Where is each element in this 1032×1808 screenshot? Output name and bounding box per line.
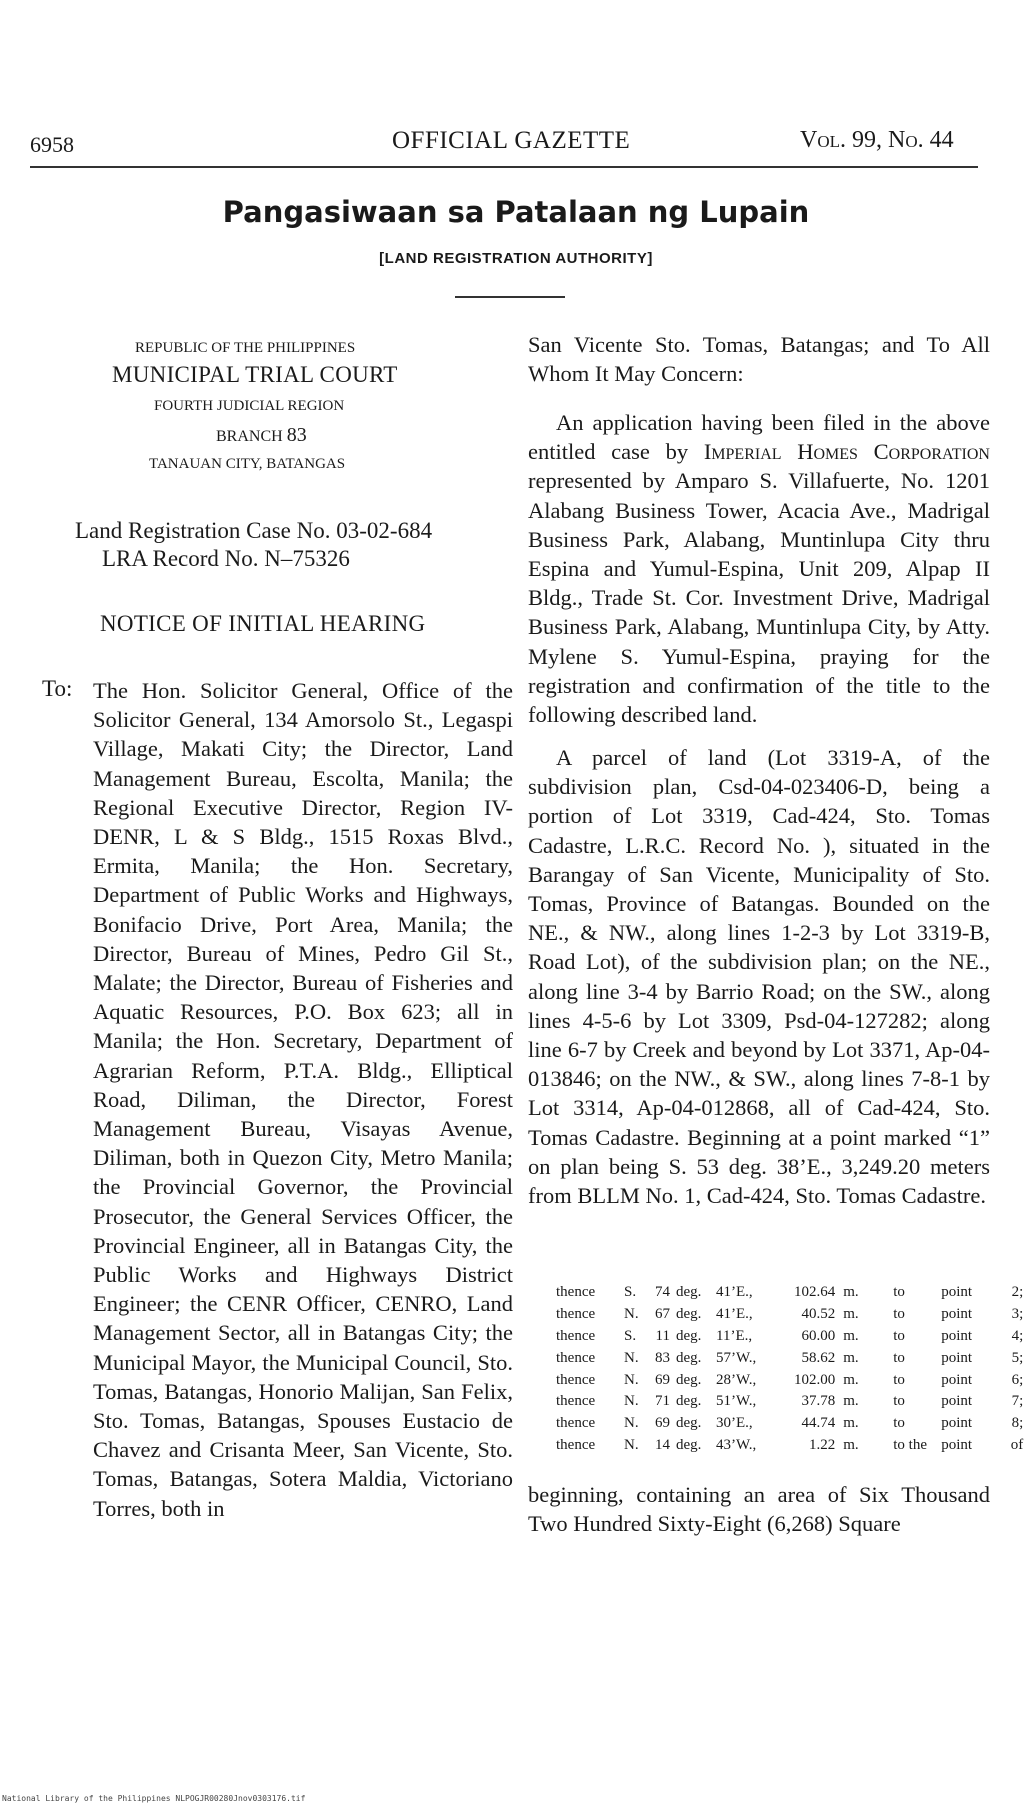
volume-text: Vol. 99, No. 44	[800, 127, 954, 153]
bearing-degword: deg.	[676, 1284, 702, 1301]
application-paragraph	[528, 408, 990, 729]
bearing-word: thence	[556, 1393, 596, 1410]
bearing-to: to	[893, 1327, 905, 1344]
page-number: 6958	[30, 132, 74, 157]
bearing-num: 3;	[1011, 1306, 1024, 1323]
bearing-dist: 102.64	[794, 1284, 836, 1301]
notice-title: NOTICE OF INITIAL HEARING	[100, 611, 426, 636]
bearing-point: point	[941, 1284, 973, 1301]
bearing-degword: deg.	[676, 1415, 702, 1432]
bearing-num: 5;	[1011, 1349, 1024, 1366]
branch-number: 83	[286, 424, 307, 446]
bearing-to: to	[893, 1306, 905, 1323]
bearing-deg: 14	[655, 1436, 670, 1453]
bearing-deg: 83	[655, 1349, 670, 1366]
court-name: MUNICIPAL TRIAL COURT	[112, 362, 398, 387]
bearing-num: 2;	[1011, 1284, 1024, 1301]
bearing-word: thence	[556, 1415, 596, 1432]
bearing-word: thence	[556, 1327, 596, 1344]
bearing-row	[556, 1391, 1023, 1413]
closing-text: beginning, containing an area of Six Thousand Two Hundred Sixty-Eight (6,268) Square	[528, 1482, 990, 1537]
header-rule	[30, 166, 978, 168]
land-description: A parcel of land (Lot 3319-A, of the subdivision plan, Csd-04-023406-D, being a portion of Lot 3319, Cad-424, Sto. Tomas Cadastre, L.R.C. Record No. ), situated in the Barangay of San Vicente, Municipality of Sto. Tomas, Province of Batangas. Bounded on the NE., & NW., along lines 1-2-3 by Lot 3319-B, Road Lot), of the subdivision plan; on the NE., along line 3-4 by Barrio Road; on the SW., along lines 4-5-6 by Lot 3309, Psd-04-127282; along line 6-7 by Creek and beyond by Lot 3371, Ap-04-013846; on the NW., & SW., along lines 7-8-1 by Lot 3314, Ap-04-012868, all of Cad-424, Sto. Tomas Cadastre. Beginning at a point marked “1” on plan being S. 53 deg. 38’E., 3,249.20 meters from BLLM No. 1, Cad-424, Sto. Tomas Cadastre.	[528, 745, 990, 1209]
bearing-row	[556, 1369, 1023, 1391]
bearing-dist: 102.00	[794, 1371, 836, 1388]
bearing-num: 7;	[1011, 1393, 1024, 1410]
bearing-dir: N.	[624, 1349, 639, 1366]
court-city: TANAUAN CITY, BATANGAS	[149, 456, 346, 472]
bearing-deg: 11	[655, 1327, 670, 1344]
bearing-min: 41’E.,	[716, 1284, 753, 1301]
bearing-unit: m.	[843, 1393, 859, 1410]
court-branch	[216, 424, 307, 447]
bearing-min: 43’W.,	[716, 1436, 757, 1453]
bearing-min: 51’W.,	[716, 1393, 757, 1410]
bearing-to: to the	[893, 1436, 927, 1453]
bearing-point: point	[941, 1327, 973, 1344]
bearing-dist: 37.78	[801, 1393, 836, 1410]
bearing-point: point	[941, 1306, 973, 1323]
bearing-unit: m.	[843, 1284, 859, 1301]
bearing-point: point	[941, 1371, 973, 1388]
bearing-min: 28’W.,	[716, 1371, 757, 1388]
bearing-degword: deg.	[676, 1327, 702, 1344]
bearing-deg: 74	[655, 1284, 670, 1301]
applicant-name: Imperial Homes Corporation	[703, 439, 990, 465]
court-region: FOURTH JUDICIAL REGION	[154, 398, 345, 414]
bearing-min: 57’W.,	[716, 1349, 757, 1366]
section-subtitle: [LAND REGISTRATION AUTHORITY]	[379, 250, 653, 267]
addressee-continuation: San Vicente Sto. Tomas, Batangas; and To All Whom It May Concern:	[528, 332, 990, 387]
bearing-unit: m.	[843, 1306, 859, 1323]
bearing-degword: deg.	[676, 1371, 702, 1388]
bearing-point: point	[941, 1393, 973, 1410]
bearing-unit: m.	[843, 1371, 859, 1388]
bearing-dir: S.	[624, 1284, 637, 1301]
bearing-dist: 58.62	[801, 1349, 836, 1366]
branch-label: BRANCH	[216, 428, 283, 445]
bearing-to: to	[893, 1415, 905, 1432]
application-before: An application having been filed in the above entitled case by	[528, 410, 990, 465]
bearing-to: to	[893, 1371, 905, 1388]
bearing-min: 11’E.,	[716, 1327, 753, 1344]
bearing-point: point	[941, 1436, 973, 1453]
bearing-num: 4;	[1011, 1327, 1024, 1344]
bearing-point: point	[941, 1415, 973, 1432]
bearing-row	[556, 1413, 1023, 1435]
bearing-deg: 71	[655, 1393, 670, 1410]
bearing-word: thence	[556, 1371, 596, 1388]
bearing-dir: N.	[624, 1393, 639, 1410]
bearing-degword: deg.	[676, 1306, 702, 1323]
addressee-list: The Hon. Solicitor General, Office of the Solicitor General, 134 Amorsolo St., Legaspi Village, Makati City; the Director, Land Management Bureau, Escolta, Manila; the Regional Executive Director, Region IV-DENR, L & S Bldg., 1515 Roxas Blvd., Ermita, Manila; the Hon. Secretary, Department of Public Works and Highways, Bonifacio Drive, Port Area, Manila; the Director, Bureau of Mines, Pedro Gil St., Malate; the Director, Bureau of Fisheries and Aquatic Resources, P.O. Box 623; all in Manila; the Hon. Secretary, Department of Agrarian Reform, P.T.A. Bldg., Elliptical Road, Diliman, the Director, Forest Management Bureau, Visayas Avenue, Diliman, both in Quezon City, Metro Manila; the Provincial Governor, the Provincial Prosecutor, the General Services Officer, the Provincial Engineer, all in Batangas City, the Public Works and Highways District Engineer; the CENR Officer, CENRO, Land Management Sector, all in Batangas City; the Municipal Mayor, the Municipal Council, Sto. Tomas, Batangas, Honorio Malijan, San Felix, Sto. Tomas, Batangas, Spouses Eustacio de Chavez and Crisanta Meer, San Vicente, Sto. Tomas, Batangas, Sotera Maldia, Victoriano Torres, both in	[93, 678, 513, 1521]
bearing-degword: deg.	[676, 1436, 702, 1453]
bearing-deg: 67	[655, 1306, 670, 1323]
volume-issue	[800, 127, 954, 154]
scan-footer: National Library of the Philippines NLPOGJR00280Jnov0303176.tif	[2, 1794, 306, 1803]
bearing-num: 6;	[1011, 1371, 1024, 1388]
court-republic: REPUBLIC OF THE PHILIPPINES	[135, 340, 356, 356]
bearing-unit: m.	[843, 1327, 859, 1344]
bearing-word: thence	[556, 1349, 596, 1366]
bearing-dist: 44.74	[801, 1415, 836, 1432]
section-rule	[455, 296, 565, 298]
bearing-dir: N.	[624, 1415, 639, 1432]
bearing-dist: 40.52	[801, 1306, 836, 1323]
bearing-word: thence	[556, 1306, 596, 1323]
bearing-row	[556, 1282, 1023, 1304]
bearing-degword: deg.	[676, 1349, 702, 1366]
bearing-unit: m.	[843, 1415, 859, 1432]
to-label: To:	[42, 676, 73, 701]
bearing-to: to	[893, 1349, 905, 1366]
bearing-unit: m.	[843, 1349, 859, 1366]
bearing-dir: N.	[624, 1306, 639, 1323]
bearing-row	[556, 1326, 1023, 1348]
application-after: represented by Amparo S. Villafuerte, No. 1201 Alabang Business Tower, Acacia Ave., Madrigal Business Park, Alabang, Muntinlupa City thru Espina and Yumul-Espina, Unit 209, Alpap II Bldg., Trade St. Cor. Investment Drive, Madrigal Business Park, Alabang, Muntinlupa City, by Atty. Mylene S. Yumul-Espina, praying for the registration and confirmation of the title to the following described land.	[528, 468, 990, 728]
bearing-unit: m.	[843, 1436, 859, 1453]
publication-title: OFFICIAL GAZETTE	[392, 127, 631, 154]
bearing-row	[556, 1304, 1023, 1326]
bearing-dist: 60.00	[801, 1327, 836, 1344]
bearing-num: of	[1010, 1436, 1024, 1453]
bearing-min: 41’E.,	[716, 1306, 753, 1323]
bearing-point: point	[941, 1349, 973, 1366]
bearing-min: 30’E.,	[716, 1415, 753, 1432]
case-number: Land Registration Case No. 03-02-684	[75, 518, 433, 543]
bearings-table	[556, 1282, 1023, 1456]
bearing-num: 8;	[1011, 1415, 1024, 1432]
bearing-deg: 69	[655, 1415, 670, 1432]
bearing-word: thence	[556, 1436, 596, 1453]
bearing-dist: 1.22	[809, 1436, 836, 1453]
bearing-dir: N.	[624, 1371, 639, 1388]
bearing-degword: deg.	[676, 1393, 702, 1410]
lra-record: LRA Record No. N–75326	[102, 546, 350, 571]
bearing-to: to	[893, 1284, 905, 1301]
bearing-deg: 69	[655, 1371, 670, 1388]
bearing-row	[556, 1435, 1023, 1457]
bearing-row	[556, 1347, 1023, 1369]
section-title: Pangasiwaan sa Patalaan ng Lupain	[222, 195, 810, 229]
bearing-dir: S.	[624, 1327, 637, 1344]
bearing-to: to	[893, 1393, 905, 1410]
bearing-dir: N.	[624, 1436, 639, 1453]
bearing-word: thence	[556, 1284, 596, 1301]
